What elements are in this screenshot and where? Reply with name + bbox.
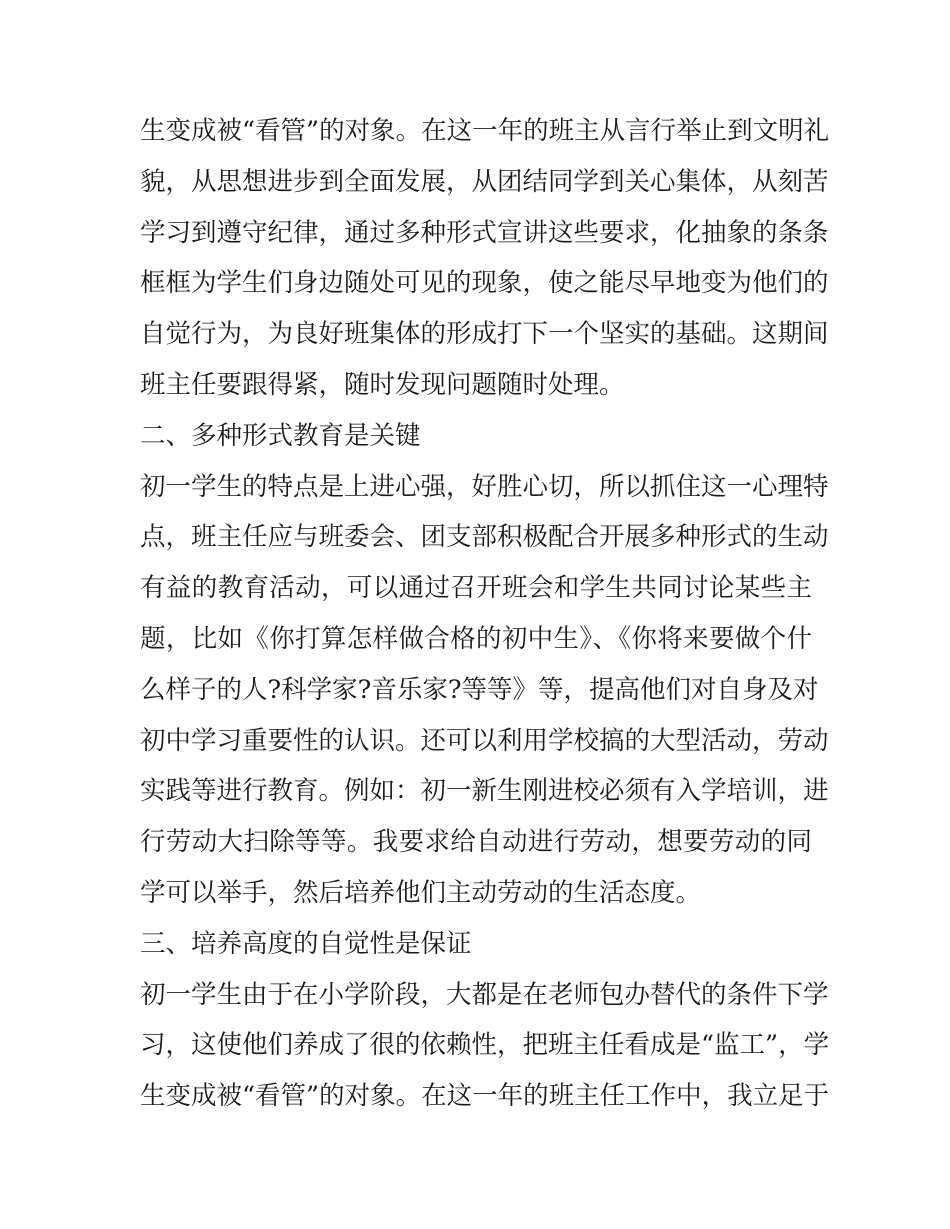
document-body <box>140 106 830 1122</box>
text-line: 学习到遵守纪律，通过多种形式宣讲这些要求，化抽象的条条 <box>140 217 829 248</box>
text-line: 貌，从思想进步到全面发展，从团结同学到关心集体，从刻苦 <box>140 166 829 197</box>
text-line: 有益的教育活动，可以通过召开班会和学生共同讨论某些主 <box>140 573 812 604</box>
text-line: 初一学生的特点是上进心强，好胜心切，所以抓住这一心理特 <box>140 471 829 502</box>
text-line: 初一学生由于在小学阶段，大都是在老师包办替代的条件下学 <box>140 979 829 1010</box>
text-line: 点，班主任应与班委会、团支部积极配合开展多种形式的生动 <box>140 522 829 553</box>
text-line: 习，这使他们养成了很的依赖性，把班主任看成是“监工”，学 <box>140 1030 830 1061</box>
text-line: 生变成被“看管”的对象。在这一年的班主从言行举止到文明礼 <box>140 116 830 146</box>
text-line: 题，比如《你打算怎样做合格的初中生》、《你将来要做个什 <box>140 623 812 654</box>
text-line: 实践等进行教育。例如：初一新生刚进校必须有入学培训，进 <box>140 776 829 807</box>
section-heading: 二、多种形式教育是关键 <box>140 420 421 451</box>
text-line: 框框为学生们身边随处可见的现象，使之能尽早地变为他们的 <box>140 268 829 299</box>
text-line: 自觉行为，为良好班集体的形成打下一个坚实的基础。这期间 <box>140 319 829 350</box>
text-line: 么样子的人?科学家?音乐家?等等》等，提高他们对自身及对 <box>140 674 819 705</box>
text-line: 班主任要跟得紧，随时发现问题随时处理。 <box>140 369 625 400</box>
text-line: 学可以举手，然后培养他们主动劳动的生活态度。 <box>140 877 702 908</box>
text-line: 初中学习重要性的认识。还可以利用学校搞的大型活动，劳动 <box>140 725 829 756</box>
text-line: 行劳动大扫除等等。我要求给自动进行劳动，想要劳动的同 <box>140 827 812 858</box>
section-heading: 三、培养高度的自觉性是保证 <box>140 928 472 959</box>
text-line: 生变成被“看管”的对象。在这一年的班主任工作中，我立足于 <box>140 1081 830 1112</box>
